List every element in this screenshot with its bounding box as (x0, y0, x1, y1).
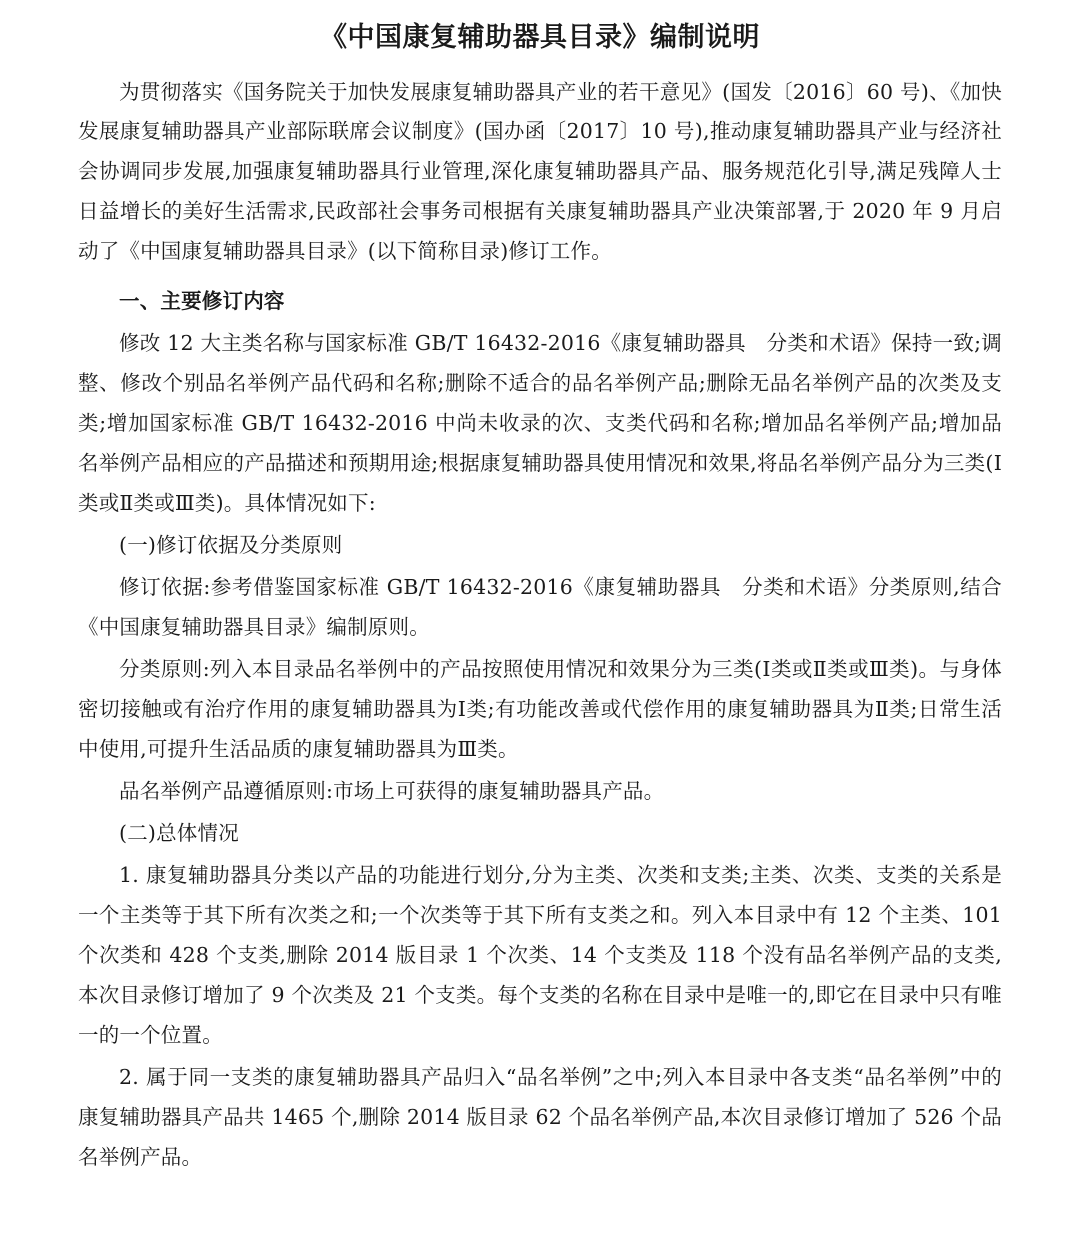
subsection-heading-overall-situation: (二)总体情况 (119, 820, 239, 845)
paragraph-product-name-principle: 品名举例产品遵循原则:市场上可获得的康复辅助器具产品。 (119, 778, 665, 803)
paragraph-item-2: 2. 属于同一支类的康复辅助器具产品归入“品名举例”之中;列入本目录中各支类“品名举例”中的康复辅助器具产品共 1465 个,删除 2014 版目录 62 个品名举例产品,本次目录修订增加了 526 个品名举例产品。 (78, 1064, 1002, 1169)
paragraph-revision-summary: 修改 12 大主类名称与国家标准 GB/T 16432-2016《康复辅助器具 分类和术语》保持一致;调整、修改个别品名举例产品代码和名称;删除不适合的品名举例产品;删除无品名举例产品的次类及支类;增加国家标准 GB/T 16432-2016 中尚未收录的次、支类代码和名称;增加品名举例产品;增加品名举例产品相应的产品描述和预期用途;根据康复辅助器具使用情况和效果,将品名举例产品分为三类(Ⅰ类或Ⅱ类或Ⅲ类)。具体情况如下: (78, 331, 1002, 516)
paragraph-revision-basis: 修订依据:参考借鉴国家标准 GB/T 16432-2016《康复辅助器具 分类和术语》分类原则,结合《中国康复辅助器具目录》编制原则。 (78, 575, 1002, 640)
paragraph-classification-principle: 分类原则:列入本目录品名举例中的产品按照使用情况和效果分为三类(Ⅰ类或Ⅱ类或Ⅲ类)。与身体密切接触或有治疗作用的康复辅助器具为Ⅰ类;有功能改善或代偿作用的康复辅助器具为Ⅱ类;日常生活中使用,可提升生活品质的康复辅助器具为Ⅲ类。 (78, 657, 1002, 761)
section-heading-main-revisions: 一、主要修订内容 (119, 289, 285, 314)
page-title: 《中国康复辅助器具目录》编制说明 (320, 22, 760, 53)
paragraph-item-1: 1. 康复辅助器具分类以产品的功能进行划分,分为主类、次类和支类;主类、次类、支类的关系是一个主类等于其下所有次类之和;一个次类等于其下所有支类之和。列入本目录中有 12 个主类、101 个次类和 428 个支类,删除 2014 版目录 1 个次类、14 个支类及 118 个没有品名举例产品的支类,本次目录修订增加了 9 个次类及 21 个支类。每个支类的名称在目录中是唯一的,即它在目录中只有唯一的一个位置。 (78, 862, 1002, 1047)
subsection-heading-basis-and-principles: (一)修订依据及分类原则 (119, 533, 343, 558)
paragraph-intro: 为贯彻落实《国务院关于加快发展康复辅助器具产业的若干意见》(国发〔2016〕60 号)、《加快发展康复辅助器具产业部际联席会议制度》(国办函〔2017〕10 号),推动康复辅助器具产业与经济社会协调同步发展,加强康复辅助器具行业管理,深化康复辅助器具产品、服务规范化引导,满足残障人士日益增长的美好生活需求,民政部社会事务司根据有关康复辅助器具产业决策部署,于 2020 年 9 月启动了《中国康复辅助器具目录》(以下简称目录)修订工作。 (78, 79, 1002, 264)
